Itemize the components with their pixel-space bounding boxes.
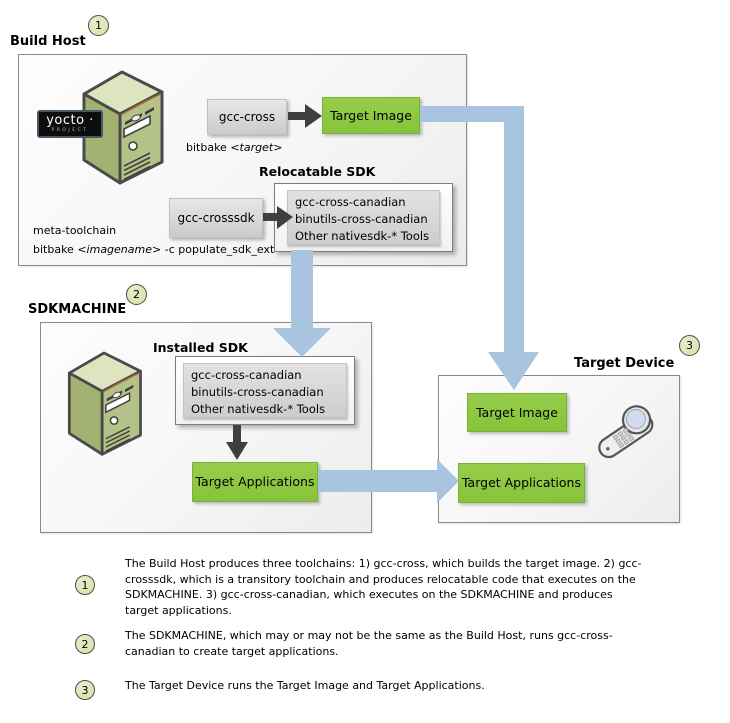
target-applications-label: Target Applications [195,474,315,489]
arrow-gcc-cross-to-target-image [286,102,324,130]
sdkmachine-badge-number: 2 [133,288,140,301]
arrow-gcc-crosssdk-to-tools [261,204,295,231]
tool-gcc-cross-canadian: gcc-cross-canadian [191,368,302,382]
target-image-label: Target Image [476,404,558,420]
note-3-badge [75,680,95,700]
note-3-text: The Target Device runs the Target Image and Target Applications. [125,679,485,692]
tool-other-nativesdk: Other nativesdk-* Tools [191,402,326,416]
note-2-text: The SDKMACHINE, which may or may not be the same as the Build Host, runs gcc-cross-canadian to create target applications. [125,629,613,658]
bitbake-populate-sdk-command [33,243,274,256]
installed-sdk-title: Installed SDK [153,340,248,355]
target-device-badge [679,335,700,356]
bitbake-target-command [186,141,282,154]
note-3-badge-number: 3 [81,683,89,697]
target-applications-box-device [458,463,585,503]
arrow-installed-sdk-to-applications [226,425,249,461]
relocatable-sdk-title: Relocatable SDK [259,164,376,179]
yocto-logo-text: yocto · [46,113,94,128]
target-applications-box-sdkmachine [192,462,318,502]
build-host-badge [88,15,109,36]
meta-toolchain-label: meta-toolchain [33,224,117,237]
gcc-crosssdk-label: gcc-crosssdk [177,211,255,225]
target-image-box-device [467,393,567,432]
bitbake-sdk-pre: bitbake < [33,243,87,256]
target-applications-label: Target Applications [461,475,581,490]
relocatable-sdk-tools-list [287,190,440,245]
tool-binutils-cross-canadian: binutils-cross-canadian [191,385,324,399]
bitbake-sdk-post: > -c populate_sdk_ext [152,243,275,256]
note-2-badge-number: 2 [81,637,89,651]
computer-tower-icon [62,348,146,462]
target-image-box-build-host [322,97,420,134]
note-2-badge [75,634,95,654]
gcc-crosssdk-box [169,198,263,238]
bitbake-target-pre: bitbake < [186,141,240,154]
note-1-badge [75,575,95,595]
installed-sdk-tools-list [183,363,347,418]
target-device-title: Target Device [574,356,675,371]
target-device-badge-number: 3 [686,339,693,352]
bitbake-target-post: > [273,141,283,154]
build-host-badge-number: 1 [95,19,102,32]
gcc-cross-label: gcc-cross [218,110,276,124]
note-1-badge-number: 1 [81,578,89,592]
tool-other-nativesdk: Other nativesdk-* Tools [295,229,430,243]
flow-arrow-applications-to-device [318,455,462,507]
note-1-text: The Build Host produces three toolchains: 1) gcc-cross, which builds the target image. 2) gcc-crosssdk, which is a transitory toolchain and produces relocatable code that executes on the SDKMACHINE. 3) gcc-cross-canadian, which executes on the SDKMACHINE and produces target applications. [125,557,642,617]
tool-gcc-cross-canadian: gcc-cross-canadian [295,195,406,209]
bitbake-target-var: target [239,141,274,154]
sdkmachine-badge [126,284,147,305]
yocto-project-logo [37,110,103,138]
build-host-title: Build Host [10,34,86,49]
bitbake-sdk-var: imagename [86,243,153,256]
sdkmachine-title: SDKMACHINE [28,302,127,317]
tool-binutils-cross-canadian: binutils-cross-canadian [295,212,428,226]
mobile-phone-icon [592,400,664,468]
gcc-cross-box [207,99,287,135]
yocto-logo-subtext: PROJECT [51,128,89,133]
target-image-label: Target Image [330,107,412,123]
flow-arrow-target-image-to-device [420,100,545,395]
flow-arrow-relocatable-to-installed-sdk [270,250,334,360]
